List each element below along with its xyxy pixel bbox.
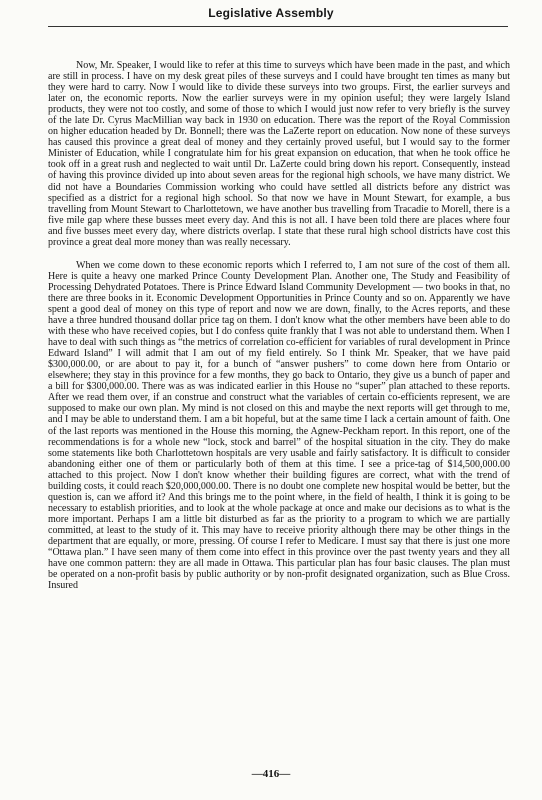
- paragraph-surveys: Now, Mr. Speaker, I would like to refer at this time to surveys which have been made in the past, and which are still in process. I have on my desk great piles of these surveys and I could have brought ten times as many but they were hard to carry. Now I would like to divide these surveys into two groups. First, the earlier surveys and later on, the economic reports. Now the earlier surveys were in my opinion useful; they were largely Island products, they were not too costly, and some of those to which I would just now refer to very briefly is the survey of the late Dr. Cyrus MacMillian way back in 1930 on education. There was the report of the Royal Commission on higher education headed by Dr. Bonnell; there was the LaZerte report on education. Now none of these surveys has caused this province a great deal of money and they certainly proved useful, but I would say to the former Minister of Education, while I congratulate him for his great expansion on education, that when he took office he took off in a great rush and neglected to wait until Dr. LaZerte could bring down his report. Consequently, instead of having this province divided up into about seven areas for the regional high schools, we have many district. We did not have a Boundaries Commission working who could have settled all districts before any district was specified as a district for a regional high school. So that now we have in Mount Stewart, for example, a bus travelling from Mount Stewart to Charlottetown, we have another bus travelling from Tracadie to Morell, there is a five mile gap where these busses meet every day. And this is not all. I have been told there are places where four and five busses meet every day, where districts overlap. I state that these rural high school districts have cost this province a great deal more money than was really necessary.: [48, 60, 510, 248]
- page-body: [48, 60, 510, 591]
- header-rule: [48, 26, 508, 27]
- page-header: Legislative Assembly: [208, 6, 334, 20]
- paragraph-economic-reports: When we come down to these economic reports which I referred to, I am not sure of the cost of them all. Here is quite a heavy one marked Prince County Development Plan. Another one, The Study and Feasibility of Processing Dehydrated Potatoes. There is Prince Edward Island Community Development — two books in that, no there are three books in it. Economic Development Opportunities in Prince County and so on. Apparently we have spent a good deal of money on this type of report and now we are down, finally, to the Acres reports, and these have a three hundred thousand dollar price tag on them. I don't know what the other members have been able to do with these who have received copies, but I do confess quite frankly that I was not able to understand them. When I have to deal with such things as “the metrics of correlation co-efficient for variables of rural development in Prince Edward Island” I will admit that I am out of my field entirely. So I think Mr. Speaker, that we have paid $300,000.00, or are about to pay it, for a bunch of “answer pushers” to come down here from Ontario or elsewhere; they stay in this province for a few months, they go back to Ontario, they give us a bunch of paper and a bill for $300,000.00. There was as was indicated earlier in this House no “super” plan attached to these reports. After we read them over, if an construe and construct what the variables of certain co-efficients represent, we are supposed to make our own plan. My mind is not closed on this and maybe the next reports will get through to me, and I may be able to understand them. I am a bit hopeful, but at the same time I lack a certain amount of faith. One of the last reports was mentioned in the House this morning, the Agnew-Peckham report. In this report, one of the recommendations is for a whole new “lock, stock and barrel” of the hospital situation in the city. They do make some statements like both Charlottetown hospitals are very usable and fairly satisfactory. It is difficult to consider abandoning either one of them or particularly both of them at this time. I see a price-tag of $14,500,000.00 attached to this project. Now I don't know whether their building figures are correct, what with the trend of building costs, it could reach $20,000,000.00. There is no doubt one complete new hospital would be better, but the question is, can we afford it? And this brings me to the point where, in the field of health, I think it is going to be necessary to establish priorities, and to look at the whole package at once and make our decisions as to what is the more important. Perhaps I am a little bit disturbed as far as the priority to a program to which we are partially committed, at least to the study of it. This may have to receive priority although there may be other things in the department that are equally, or more, pressing. Of course I refer to Medicare. I must say that there is just one more “Ottawa plan.” I have seen many of them come into effect in this province over the past twenty years and they all have one common pattern: they are all made in Ottawa. This particular plan has four basic clauses. The plan must be operated on a non-profit basis by public authority or by non-profit designated organization, such as Blue Cross. Insured: [48, 259, 510, 592]
- page-number: —416—: [251, 768, 291, 780]
